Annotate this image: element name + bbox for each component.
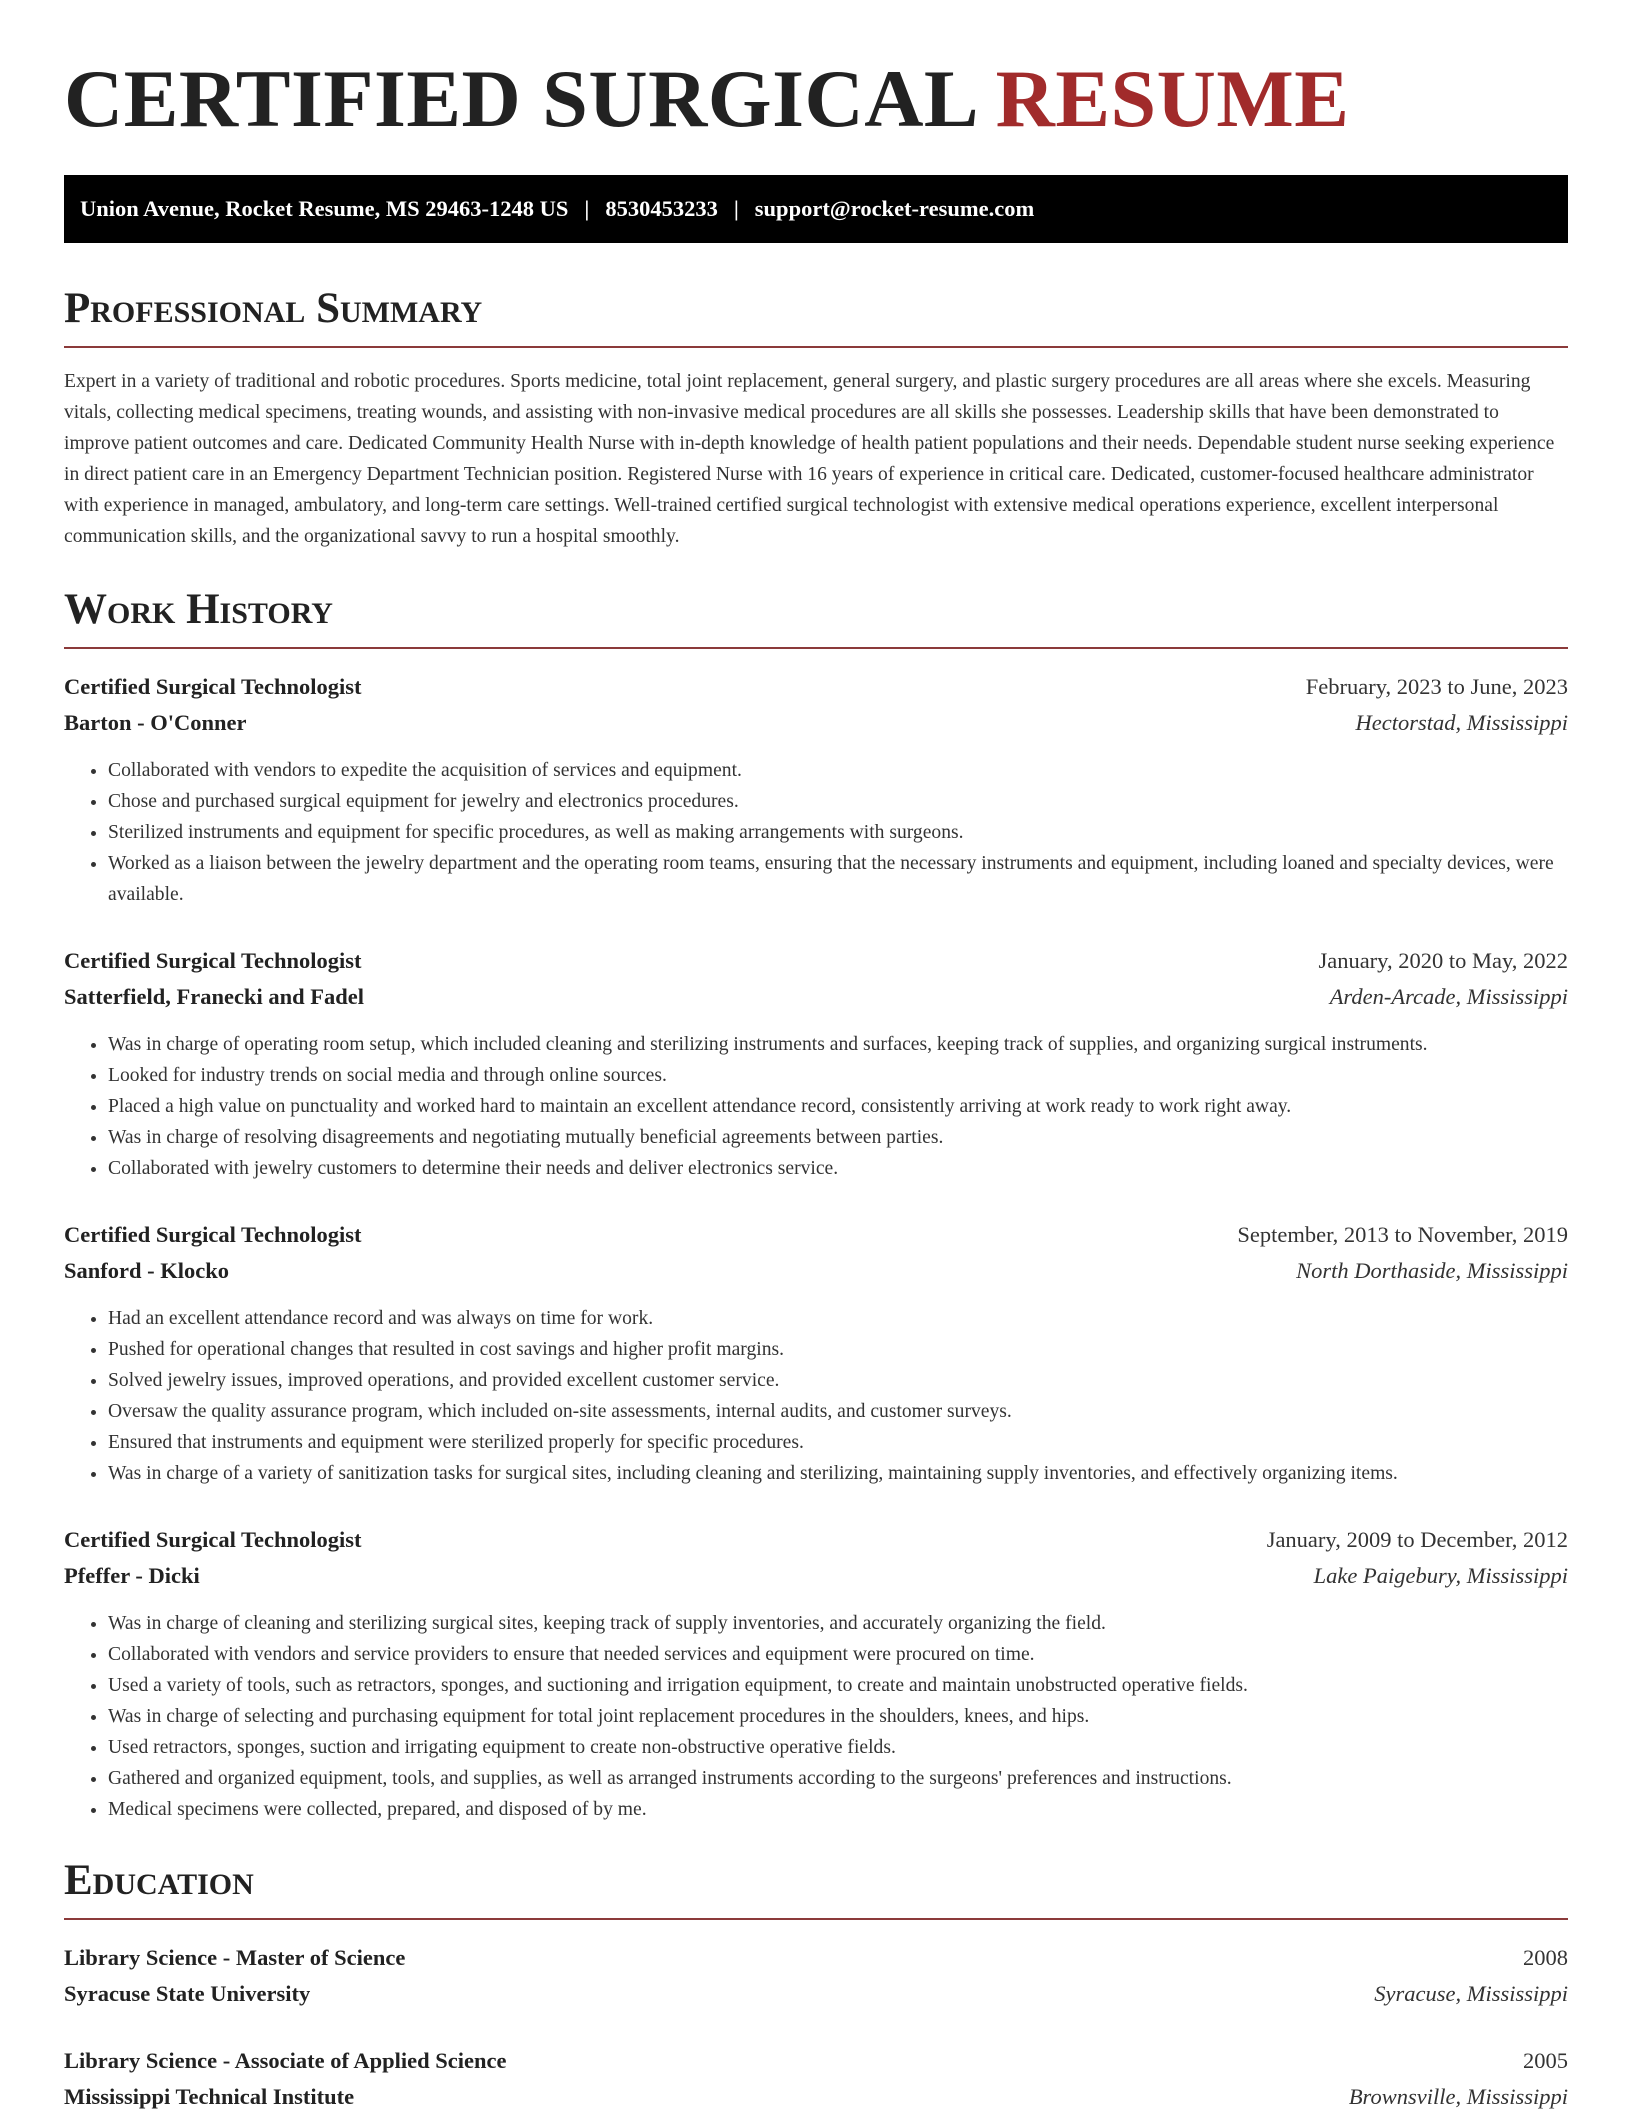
job-location: Lake Paigebury, Mississippi [1313,1563,1568,1589]
job-dates: January, 2009 to December, 2012 [1266,1527,1568,1553]
job-company-row [64,1558,1568,1594]
education-degree-row [64,1940,1568,1976]
job-bullet: • Worked as a liaison between the jewelry department and the operating room teams, ensuring that the necessary instruments and equipment, including loaned and specialty devices, were available. [108,848,1568,910]
education-location: Syracuse, Mississippi [1374,1981,1568,2007]
title-main: CERTIFIED SURGICAL [64,53,975,144]
education-year: 2005 [1523,2048,1568,2074]
job-bullet: • Oversaw the quality assurance program, which included on-site assessments, internal audits, and customer surveys. [108,1396,1568,1427]
work-history-section [64,588,1568,1825]
education-heading: Education [64,1859,1568,1920]
job-dates: February, 2023 to June, 2023 [1305,674,1568,700]
education-school: Syracuse State University [64,1981,311,2007]
education-degree: Library Science - Master of Science [64,1945,406,1971]
job-bullet: • Was in charge of a variety of sanitization tasks for surgical sites, including cleaning and sterilizing, maintaining supply inventories, and effectively organizing items. [108,1458,1568,1489]
job-bullet: • Pushed for operational changes that resulted in cost savings and higher profit margins. [108,1334,1568,1365]
job-bullet: • Chose and purchased surgical equipment for jewelry and electronics procedures. [108,786,1568,817]
job-bullet: • Had an excellent attendance record and was always on time for work. [108,1303,1568,1334]
job-location: Hectorstad, Mississippi [1355,710,1568,736]
contact-bar [64,175,1568,243]
job-entry [64,1522,1568,1825]
job-bullet: • Placed a high value on punctuality and worked hard to maintain an excellent attendance record, consistently arriving at work ready to work right away. [108,1091,1568,1122]
education-school: Mississippi Technical Institute [64,2084,355,2110]
job-company-row [64,1253,1568,1289]
job-bullet: • Was in charge of operating room setup, which included cleaning and sterilizing instruments and surfaces, keeping track of supplies, and organizing surgical instruments. [108,1029,1568,1060]
professional-summary-section [64,287,1568,552]
education-section [64,1859,1568,2115]
job-location: North Dorthaside, Mississippi [1296,1258,1568,1284]
job-role: Certified Surgical Technologist [64,674,362,700]
job-company: Sanford - Klocko [64,1258,230,1284]
contact-separator: | [584,196,590,222]
job-bullets [64,1303,1568,1489]
job-header-row [64,669,1568,705]
job-header-row [64,943,1568,979]
job-bullet: • Was in charge of cleaning and sterilizing surgical sites, keeping track of supply inventories, and accurately organizing the field. [108,1608,1568,1639]
education-year: 2008 [1523,1945,1568,1971]
job-role: Certified Surgical Technologist [64,1222,362,1248]
job-company: Barton - O'Conner [64,710,247,736]
contact-email: support@rocket-resume.com [754,196,1035,222]
job-role: Certified Surgical Technologist [64,948,362,974]
job-bullets [64,1029,1568,1184]
contact-phone: 8530453233 [605,196,718,222]
job-bullet: • Solved jewelry issues, improved operations, and provided excellent customer service. [108,1365,1568,1396]
summary-heading: Professional Summary [64,287,1568,348]
job-bullet: • Was in charge of selecting and purchasing equipment for total joint replacement procedures in the shoulders, knees, and hips. [108,1701,1568,1732]
education-location: Brownsville, Mississippi [1348,2084,1568,2110]
contact-separator: | [733,196,739,222]
job-bullet: • Gathered and organized equipment, tools, and supplies, as well as arranged instruments according to the surgeons' preferences and instructions. [108,1763,1568,1794]
work-history-heading: Work History [64,588,1568,649]
education-entry [64,1940,1568,2012]
job-company: Satterfield, Franecki and Fadel [64,984,364,1010]
job-header-row [64,1217,1568,1253]
job-header-row [64,1522,1568,1558]
education-school-row [64,1976,1568,2012]
job-entry [64,1217,1568,1489]
job-bullet: • Collaborated with vendors to expedite the acquisition of services and equipment. [108,755,1568,786]
job-entry [64,669,1568,910]
job-bullet: • Was in charge of resolving disagreements and negotiating mutually beneficial agreements between parties. [108,1122,1568,1153]
job-company: Pfeffer - Dicki [64,1563,200,1589]
resume-title [64,53,1568,144]
title-accent: RESUME [995,53,1350,144]
job-bullet: • Looked for industry trends on social media and through online sources. [108,1060,1568,1091]
job-bullets [64,755,1568,910]
education-degree: Library Science - Associate of Applied Science [64,2048,507,2074]
job-bullet: • Ensured that instruments and equipment were sterilized properly for specific procedures. [108,1427,1568,1458]
job-bullet: • Sterilized instruments and equipment for specific procedures, as well as making arrangements with surgeons. [108,817,1568,848]
job-dates: September, 2013 to November, 2019 [1237,1222,1568,1248]
education-degree-row [64,2043,1568,2079]
job-company-row [64,705,1568,741]
education-school-row [64,2079,1568,2115]
job-role: Certified Surgical Technologist [64,1527,362,1553]
job-dates: January, 2020 to May, 2022 [1318,948,1568,974]
job-bullets [64,1608,1568,1825]
job-bullet: • Used retractors, sponges, suction and irrigating equipment to create non-obstructive operative fields. [108,1732,1568,1763]
job-bullet: • Used a variety of tools, such as retractors, sponges, and suctioning and irrigation equipment, to create and maintain unobstructed operative fields. [108,1670,1568,1701]
job-bullet: • Collaborated with jewelry customers to determine their needs and deliver electronics service. [108,1153,1568,1184]
job-bullet: • Medical specimens were collected, prepared, and disposed of by me. [108,1794,1568,1825]
contact-address: Union Avenue, Rocket Resume, MS 29463-1248 US [80,196,569,222]
summary-text: Expert in a variety of traditional and robotic procedures. Sports medicine, total joint replacement, general surgery, and plastic surgery procedures are all areas where she excels. Measuring vitals, collecting medical specimens, treating wounds, and assisting with non-invasive medical procedures are all skills she possesses. Leadership skills that have been demonstrated to improve patient outcomes and care. Dedicated Community Health Nurse with in-depth knowledge of health patient populations and their needs. Dependable student nurse seeking experience in direct patient care in an Emergency Department Technician position. Registered Nurse with 16 years of experience in critical care. Dedicated, customer-focused healthcare administrator with experience in managed, ambulatory, and long-term care settings. Well-trained certified surgical technologist with extensive medical operations experience, excellent interpersonal communication skills, and the organizational savvy to run a hospital smoothly. [64,371,1555,548]
education-entry [64,2043,1568,2115]
job-entry [64,943,1568,1184]
job-company-row [64,979,1568,1015]
job-location: Arden-Arcade, Mississippi [1329,984,1568,1010]
job-bullet: • Collaborated with vendors and service providers to ensure that needed services and equipment were procured on time. [108,1639,1568,1670]
